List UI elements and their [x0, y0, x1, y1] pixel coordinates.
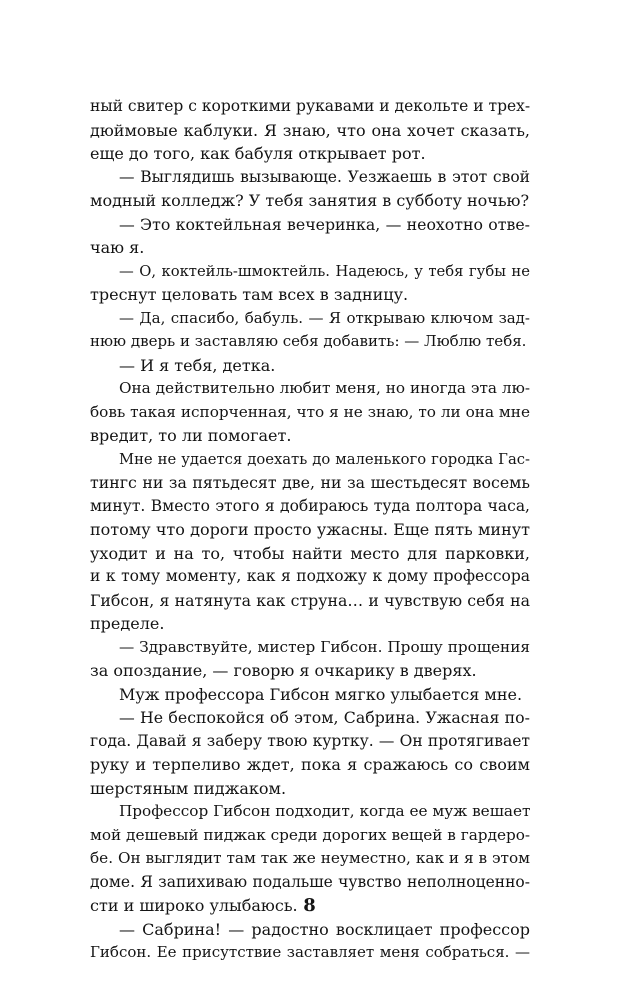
page-body-text [90, 95, 530, 965]
text-line: — Здравствуйте, мистер Гибсон. Прошу прощения [119, 637, 530, 656]
text-line: дюймовые каблуки. Я знаю, что она хочет сказать, [90, 120, 530, 140]
text-line: уходит и на то, чтобы найти место для парковки, [90, 543, 530, 563]
text-line: — Выглядишь вызывающе. Уезжаешь в этот свой [119, 167, 530, 186]
text-line: Гибсон. Ее присутствие заставляет меня собраться. — [90, 943, 530, 961]
text-line: ный свитер с короткими рукавами и декольте и трех- [90, 97, 531, 115]
text-line: минут. Вместо этого я добираюсь туда полтора часа, [90, 496, 530, 515]
text-line: и к тому моменту, как я подхожу к дому профессора [90, 567, 530, 585]
text-line: шерстяным пиджаком. [90, 778, 287, 798]
text-line: года. Давай я заберу твою куртку. — Он протягивает [90, 731, 530, 750]
text-line: Гибсон, я натянута как струна… и чувствую себя на [90, 590, 530, 610]
text-line: потому что дороги просто ужасны. Еще пять минут [90, 520, 530, 539]
text-line: — Да, спасибо, бабуль. — Я открываю ключом зад- [119, 308, 530, 327]
text-line: доме. Я запихиваю подальше чувство неполноценно- [90, 872, 530, 891]
text-line: сти и широко улыбаюсь. [90, 896, 298, 915]
text-line: треснут целовать там всех в задницу. [90, 285, 409, 304]
text-line: — И я тебя, детка. [119, 355, 276, 375]
text-line: еще до того, как бабуля открывает рот. [90, 144, 426, 163]
text-line: бовь такая испорченная, что я не знаю, то ли она мне [90, 402, 530, 421]
text-line: пределе. [90, 614, 165, 633]
text-line: — Не беспокойся об этом, Сабрина. Ужасная по- [119, 708, 530, 727]
text-line: — Сабрина! — радостно восклицает профессор [119, 919, 530, 939]
text-line: Мне не удается доехать до маленького городка Гас- [119, 450, 530, 468]
page-number: 8 [303, 895, 316, 916]
text-line: руку и терпеливо ждет, пока я сражаюсь со своим [90, 755, 530, 774]
text-line: Профессор Гибсон подходит, когда ее муж вешает [119, 802, 531, 820]
text-line: нюю дверь и заставляю себя добавить: — Люблю тебя. [90, 332, 527, 350]
text-line: Муж профессора Гибсон мягко улыбается мне. [119, 684, 523, 704]
text-line: тингс ни за пятьдесят две, ни за шестьдесят восемь [90, 473, 530, 492]
text-line: за опоздание, — говорю я очкарику в дверях. [90, 661, 477, 680]
text-line: модный колледж? У тебя занятия в субботу ночью? [90, 191, 530, 210]
text-line: Она действительно любит меня, но иногда эта лю- [119, 379, 530, 397]
text-line: бе. Он выглядит там так же неуместно, как и я в этом [90, 849, 530, 867]
text-line: — Это коктейльная вечеринка, — неохотно отве- [119, 214, 530, 234]
text-line: — О, коктейль-шмоктейль. Надеюсь, у тебя губы не [119, 262, 530, 280]
text-line: мой дешевый пиджак среди дорогих вещей в гардеро- [90, 825, 531, 844]
text-line: чаю я. [90, 238, 145, 257]
text-line: вредит, то ли помогает. [90, 426, 292, 445]
